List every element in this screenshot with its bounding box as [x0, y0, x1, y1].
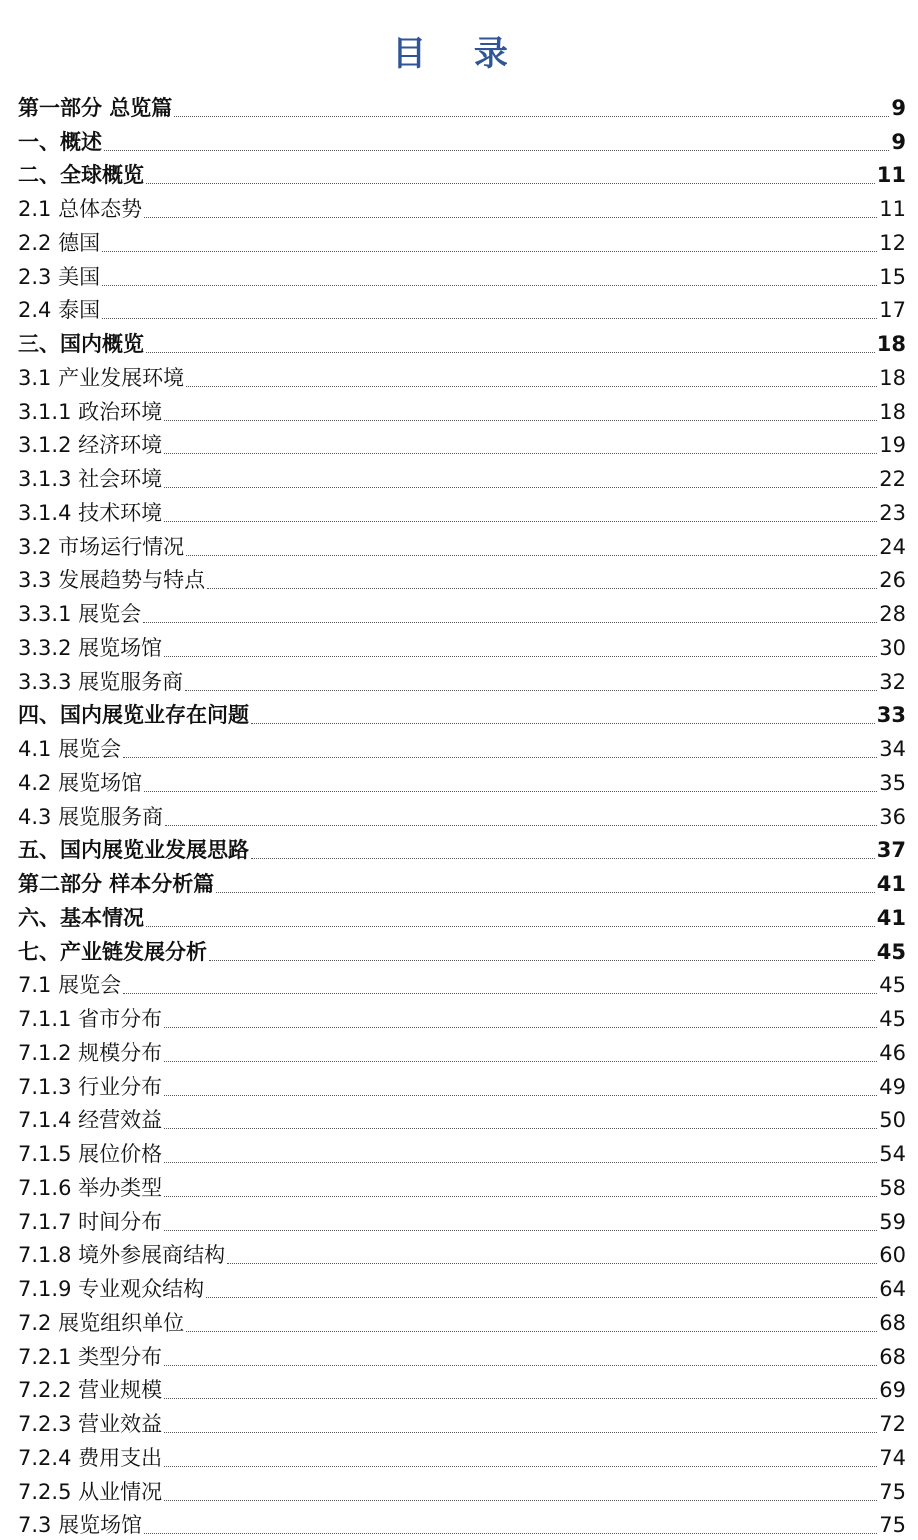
dotted-leader	[144, 217, 877, 218]
toc-entry-page-number: 23	[879, 500, 906, 528]
toc-entry-label: 7.1.9 专业观众结构	[18, 1276, 204, 1304]
toc-entry-page-number: 41	[877, 871, 906, 899]
dotted-leader	[104, 150, 889, 151]
toc-entry[interactable]	[18, 764, 906, 798]
toc-entry-page-number: 11	[877, 162, 906, 190]
toc-entry-page-number: 45	[877, 939, 906, 967]
toc-entry[interactable]	[18, 1203, 906, 1237]
toc-entry[interactable]	[18, 899, 906, 933]
toc-entry-page-number: 36	[879, 804, 906, 832]
toc-entry-label: 3.3.1 展览会	[18, 601, 141, 629]
dotted-leader	[102, 251, 877, 252]
toc-entry-page-number: 34	[879, 736, 906, 764]
toc-entry[interactable]	[18, 595, 906, 629]
toc-entry-label: 3.1.2 经济环境	[18, 432, 162, 460]
toc-entry[interactable]	[18, 730, 906, 764]
toc-entry[interactable]	[18, 562, 906, 596]
toc-entry-label: 4.2 展览场馆	[18, 770, 142, 798]
dotted-leader	[207, 588, 877, 589]
toc-entry-label: 7.1.2 规模分布	[18, 1040, 162, 1068]
toc-entry-page-number: 46	[879, 1040, 906, 1068]
dotted-leader	[164, 1365, 877, 1366]
toc-entry-page-number: 18	[879, 365, 906, 393]
toc-entry-label: 7.1.1 省市分布	[18, 1006, 162, 1034]
toc-entry[interactable]	[18, 933, 906, 967]
toc-entry-page-number: 75	[879, 1479, 906, 1507]
dotted-leader	[209, 960, 875, 961]
toc-entry-label: 2.1 总体态势	[18, 196, 142, 224]
dotted-leader	[165, 825, 877, 826]
toc-entry-page-number: 49	[879, 1074, 906, 1102]
toc-entry-page-number: 60	[879, 1242, 906, 1270]
toc-entry[interactable]	[18, 663, 906, 697]
dotted-leader	[164, 1466, 877, 1467]
toc-entry-label: 7.1.6 举办类型	[18, 1175, 162, 1203]
toc-entry[interactable]	[18, 292, 906, 326]
toc-entry-label: 3.1 产业发展环境	[18, 365, 184, 393]
toc-entry-label: 3.1.4 技术环境	[18, 500, 162, 528]
toc-entry-page-number: 68	[879, 1344, 906, 1372]
toc-entry-label: 7.1.5 展位价格	[18, 1141, 162, 1169]
toc-entry-label: 7.1.3 行业分布	[18, 1074, 162, 1102]
toc-entry-label: 7.1.4 经营效益	[18, 1107, 162, 1135]
toc-entry[interactable]	[18, 1270, 906, 1304]
toc-entry-page-number: 24	[879, 534, 906, 562]
dotted-leader	[164, 1128, 877, 1129]
dotted-leader	[164, 656, 877, 657]
toc-entry-label: 7.2.3 营业效益	[18, 1411, 162, 1439]
toc-entry[interactable]	[18, 393, 906, 427]
toc-entry-page-number: 33	[877, 702, 906, 730]
toc-entry-page-number: 19	[879, 432, 906, 460]
dotted-leader	[146, 926, 875, 927]
dotted-leader	[186, 386, 877, 387]
toc-entry-page-number: 74	[879, 1445, 906, 1473]
dotted-leader	[144, 791, 877, 792]
toc-entry[interactable]	[18, 798, 906, 832]
toc-entry-label: 三、国内概览	[18, 331, 144, 359]
toc-entry[interactable]	[18, 460, 906, 494]
dotted-leader	[123, 993, 877, 994]
toc-entry[interactable]	[18, 157, 906, 191]
dotted-leader	[146, 352, 875, 353]
toc-entry-label: 7.3 展览场馆	[18, 1512, 142, 1540]
toc-entry[interactable]	[18, 1135, 906, 1169]
toc-entry[interactable]	[18, 1338, 906, 1372]
toc-entry[interactable]	[18, 1372, 906, 1406]
toc-entry-label: 3.3.2 展览场馆	[18, 635, 162, 663]
dotted-leader	[227, 1263, 877, 1264]
toc-entry-page-number: 22	[879, 466, 906, 494]
toc-entry-label: 7.1.8 境外参展商结构	[18, 1242, 225, 1270]
toc-entry-page-number: 30	[879, 635, 906, 663]
dotted-leader	[164, 1398, 877, 1399]
dotted-leader	[143, 622, 877, 623]
toc-entry-label: 7.2.5 从业情况	[18, 1479, 162, 1507]
toc-entry[interactable]	[18, 325, 906, 359]
toc-entry-page-number: 72	[879, 1411, 906, 1439]
dotted-leader	[164, 521, 877, 522]
toc-entry-page-number: 9	[891, 129, 906, 157]
toc-entry-label: 七、产业链发展分析	[18, 939, 207, 967]
toc-entry[interactable]	[18, 528, 906, 562]
dotted-leader	[164, 1027, 877, 1028]
toc-entry-page-number: 45	[879, 972, 906, 1000]
dotted-leader	[164, 1095, 877, 1096]
toc-entry[interactable]	[18, 629, 906, 663]
toc-entry-page-number: 12	[879, 230, 906, 258]
toc-entry-label: 3.1.3 社会环境	[18, 466, 162, 494]
toc-entry-label: 7.1 展览会	[18, 972, 121, 1000]
toc-entry-page-number: 9	[891, 95, 906, 123]
toc-entry[interactable]	[18, 494, 906, 528]
toc-entry[interactable]	[18, 832, 906, 866]
toc-entry[interactable]	[18, 1405, 906, 1439]
toc-entry[interactable]	[18, 359, 906, 393]
toc-entry-page-number: 11	[879, 196, 906, 224]
toc-entry[interactable]	[18, 1507, 906, 1540]
dotted-leader	[164, 1432, 877, 1433]
toc-entry-page-number: 45	[879, 1006, 906, 1034]
toc-entry-label: 第二部分 样本分析篇	[18, 871, 214, 899]
dotted-leader	[186, 1331, 877, 1332]
toc-entry-label: 2.2 德国	[18, 230, 100, 258]
toc-entry-page-number: 64	[879, 1276, 906, 1304]
toc-entry-label: 2.3 美国	[18, 264, 100, 292]
dotted-leader	[102, 318, 877, 319]
toc-entry-page-number: 59	[879, 1209, 906, 1237]
toc-entry-label: 3.3 发展趋势与特点	[18, 567, 205, 595]
toc-entry-label: 六、基本情况	[18, 905, 144, 933]
toc-entry-page-number: 37	[877, 837, 906, 865]
dotted-leader	[206, 1297, 877, 1298]
dotted-leader	[164, 1196, 877, 1197]
toc-entry[interactable]	[18, 1102, 906, 1136]
dotted-leader	[164, 1061, 877, 1062]
toc-entry-label: 二、全球概览	[18, 162, 144, 190]
toc-entry[interactable]	[18, 224, 906, 258]
dotted-leader	[186, 555, 877, 556]
dotted-leader	[164, 1162, 877, 1163]
toc-entry-label: 五、国内展览业发展思路	[18, 837, 249, 865]
toc-entry[interactable]	[18, 967, 906, 1001]
toc-entry[interactable]	[18, 1034, 906, 1068]
toc-entry-label: 7.2.1 类型分布	[18, 1344, 162, 1372]
toc-entry-label: 3.3.3 展览服务商	[18, 669, 183, 697]
toc-entry-page-number: 75	[879, 1512, 906, 1540]
toc-entry-label: 7.2.4 费用支出	[18, 1445, 162, 1473]
toc-entry-page-number: 26	[879, 567, 906, 595]
toc-entry-label: 第一部分 总览篇	[18, 95, 172, 123]
toc-entry-label: 4.3 展览服务商	[18, 804, 163, 832]
toc-entry-page-number: 17	[879, 297, 906, 325]
toc-entry[interactable]	[18, 865, 906, 899]
table-of-contents	[18, 89, 906, 1540]
dotted-leader	[251, 723, 875, 724]
dotted-leader	[164, 487, 877, 488]
toc-entry-page-number: 54	[879, 1141, 906, 1169]
toc-entry-page-number: 18	[877, 331, 906, 359]
toc-entry-page-number: 41	[877, 905, 906, 933]
dotted-leader	[144, 1533, 877, 1534]
toc-entry-label: 7.2 展览组织单位	[18, 1310, 184, 1338]
toc-entry-label: 3.2 市场运行情况	[18, 534, 184, 562]
toc-entry-page-number: 18	[879, 399, 906, 427]
toc-entry[interactable]	[18, 1000, 906, 1034]
toc-entry[interactable]	[18, 89, 906, 123]
toc-entry-page-number: 35	[879, 770, 906, 798]
toc-entry[interactable]	[18, 1439, 906, 1473]
toc-entry[interactable]	[18, 1473, 906, 1507]
toc-entry-label: 7.2.2 营业规模	[18, 1377, 162, 1405]
dotted-leader	[251, 858, 875, 859]
toc-entry-page-number: 50	[879, 1107, 906, 1135]
toc-entry-page-number: 69	[879, 1377, 906, 1405]
toc-entry[interactable]	[18, 1237, 906, 1271]
toc-entry[interactable]	[18, 258, 906, 292]
toc-entry[interactable]	[18, 190, 906, 224]
toc-entry-label: 4.1 展览会	[18, 736, 121, 764]
page-title: 目 录	[0, 28, 918, 80]
toc-entry[interactable]	[18, 1304, 906, 1338]
toc-entry-page-number: 28	[879, 601, 906, 629]
toc-entry[interactable]	[18, 427, 906, 461]
toc-entry-page-number: 68	[879, 1310, 906, 1338]
toc-entry-page-number: 32	[879, 669, 906, 697]
dotted-leader	[164, 1230, 877, 1231]
toc-entry-label: 2.4 泰国	[18, 297, 100, 325]
dotted-leader	[123, 757, 877, 758]
toc-entry[interactable]	[18, 1169, 906, 1203]
toc-entry[interactable]	[18, 123, 906, 157]
dotted-leader	[164, 1500, 877, 1501]
toc-entry[interactable]	[18, 1068, 906, 1102]
dotted-leader	[216, 892, 874, 893]
dotted-leader	[102, 285, 877, 286]
dotted-leader	[174, 116, 889, 117]
toc-entry-label: 7.1.7 时间分布	[18, 1209, 162, 1237]
toc-entry-page-number: 58	[879, 1175, 906, 1203]
toc-entry-label: 3.1.1 政治环境	[18, 399, 162, 427]
toc-entry[interactable]	[18, 697, 906, 731]
dotted-leader	[164, 420, 877, 421]
dotted-leader	[146, 183, 875, 184]
dotted-leader	[185, 690, 877, 691]
toc-entry-page-number: 15	[879, 264, 906, 292]
toc-entry-label: 一、概述	[18, 129, 102, 157]
toc-entry-label: 四、国内展览业存在问题	[18, 702, 249, 730]
dotted-leader	[164, 453, 877, 454]
